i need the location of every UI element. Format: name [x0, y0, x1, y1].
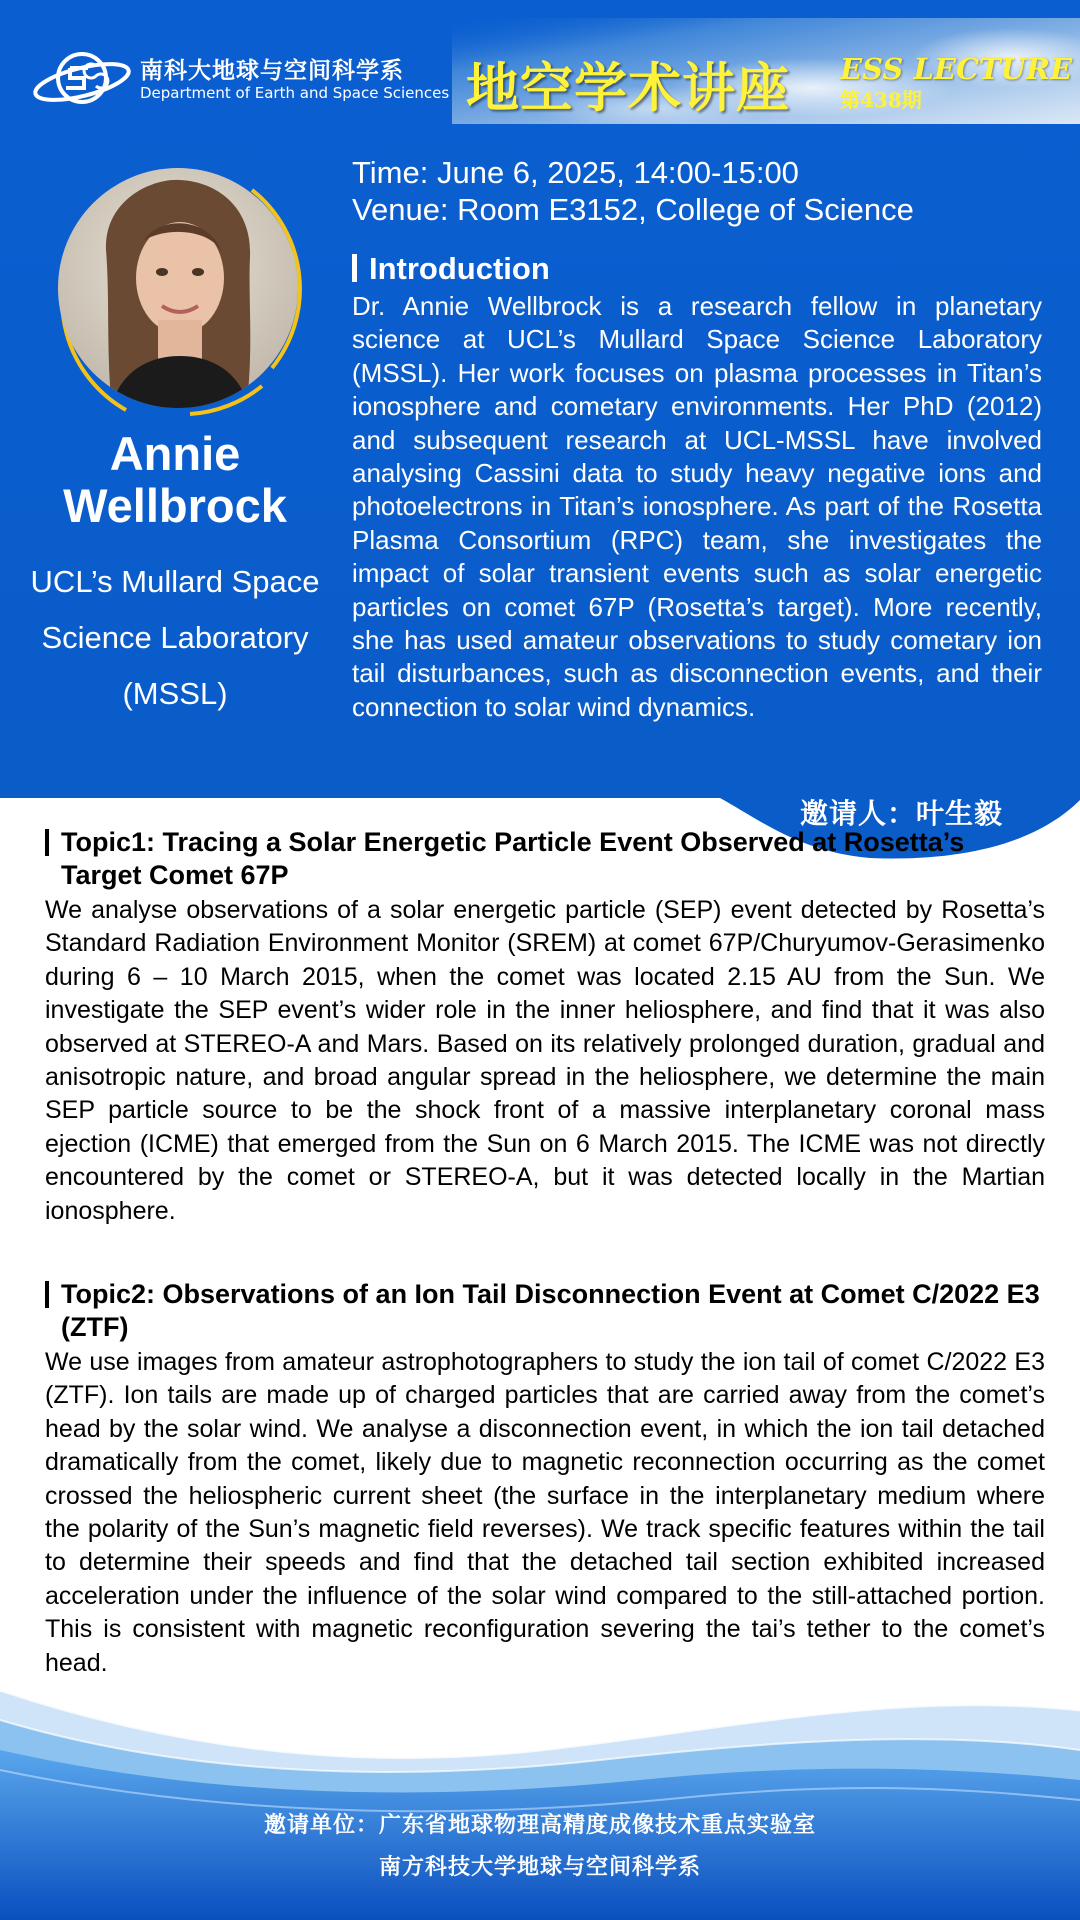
- speaker-portrait: [40, 160, 310, 420]
- organizer: 邀请单位：广东省地球物理高精度成像技术重点实验室: [263, 1813, 816, 1838]
- topic-1-text: We analyse observations of a solar energetic particle (SEP) event detected by Rosetta’s Standard Radiation Environment Monitor (SREM) at comet 67P/Churyumov-Gerasimenko during 6 – 10 March 2015, when the comet was located 2.15 AU from the Sun. We investigate the SEP event’s wider role in the inner heliosphere, and find that it was also observed at STEREO-A and Mars. Based on its relatively prolonged duration, gradual and anisotropic nature, and broad angular spread in the heliosphere, we determine the main SEP particle source to be the shock front of a massive interplanetary coronal mass ejection (ICME) that emerged from the Sun on 6 March 2015. The ICME was not directly encountered by the comet or STEREO-A, but it was detected locally in the Martian ionosphere.: [45, 896, 1045, 1225]
- header-band: [0, 0, 1080, 860]
- event-time: Time: June 6, 2025, 14:00-15:00: [352, 155, 799, 190]
- intro-heading: [352, 250, 1042, 288]
- topic-1-title: Topic1: Tracing a Solar Energetic Particle Event Observed at Rosetta’s Target Comet 67P: [45, 826, 1045, 892]
- issue-number: 第438期: [840, 88, 922, 112]
- inviter: 邀请人：叶生毅: [800, 797, 1004, 830]
- speaker-affiliation: UCL’s Mullard Space Science Laboratory (MSSL): [30, 564, 320, 711]
- university-name: 南方科技大学地球与空间科学系: [378, 1855, 701, 1880]
- department-name-cn: 南科大地球与空间科学系: [140, 58, 404, 84]
- topic-2-title: Topic2: Observations of an Ion Tail Disconnection Event at Comet C/2022 E3 (ZTF): [45, 1278, 1045, 1344]
- university-logo-icon: [30, 44, 134, 114]
- event-info: [352, 154, 1042, 228]
- speaker-name: Annie Wellbrock: [63, 427, 287, 532]
- topic-2-text: We use images from amateur astrophotographers to study the ion tail of comet C/2022 E3 (ZTF). Ion tails are made up of charged particles that are carried away from the comet’s head by the solar wind. We analyse a disconnection event, in which the ion tail detached dramatically from the comet, likely due to magnetic reconnection occurring as the comet crossed the heliospheric current sheet (the surface in the interplanetary medium where the polarity of the Sun’s magnetic field reverses). We track specific features within the tail to determine their speeds and find that the detached tail section exhibited increased acceleration under the influence of the solar wind compared to the still-attached portion. This is consistent with magnetic reconfiguration severing the tai’s tether to the comet’s head.: [45, 1348, 1045, 1677]
- intro-text: Dr. Annie Wellbrock is a research fellow in planetary science at UCL’s Mullard Space Science Laboratory (MSSL). Her work focuses on plasma processes in Titan’s ionosphere and cometary environments. Her PhD (2012) and subsequent research at UCL-MSSL have involved analysing Cassini data to study heavy negative ions and photoelectrons in Titan’s ionosphere. As part of the Rosetta Plasma Consortium (RPC) team, she investigates the impact of solar transient events such as solar energetic particles on comet 67P (Rosetta’s target). More recently, she has used amateur observations to study cometary ion tail disturbances, such as disconnection events, and their connection to solar wind dynamics.: [352, 291, 1042, 722]
- intro-heading-text: Introduction: [369, 251, 550, 286]
- lecture-series-title-cn: 地空学术讲座: [466, 57, 790, 119]
- lecture-series-title-en: ESS LECTURE: [840, 52, 1073, 86]
- event-venue: Venue: Room E3152, College of Science: [352, 192, 914, 227]
- topic-2: [45, 1278, 1045, 1680]
- heading-bar-icon: [352, 254, 357, 282]
- department-name-en: Department of Earth and Space Sciences: [140, 84, 450, 102]
- topic-1: [45, 826, 1045, 1228]
